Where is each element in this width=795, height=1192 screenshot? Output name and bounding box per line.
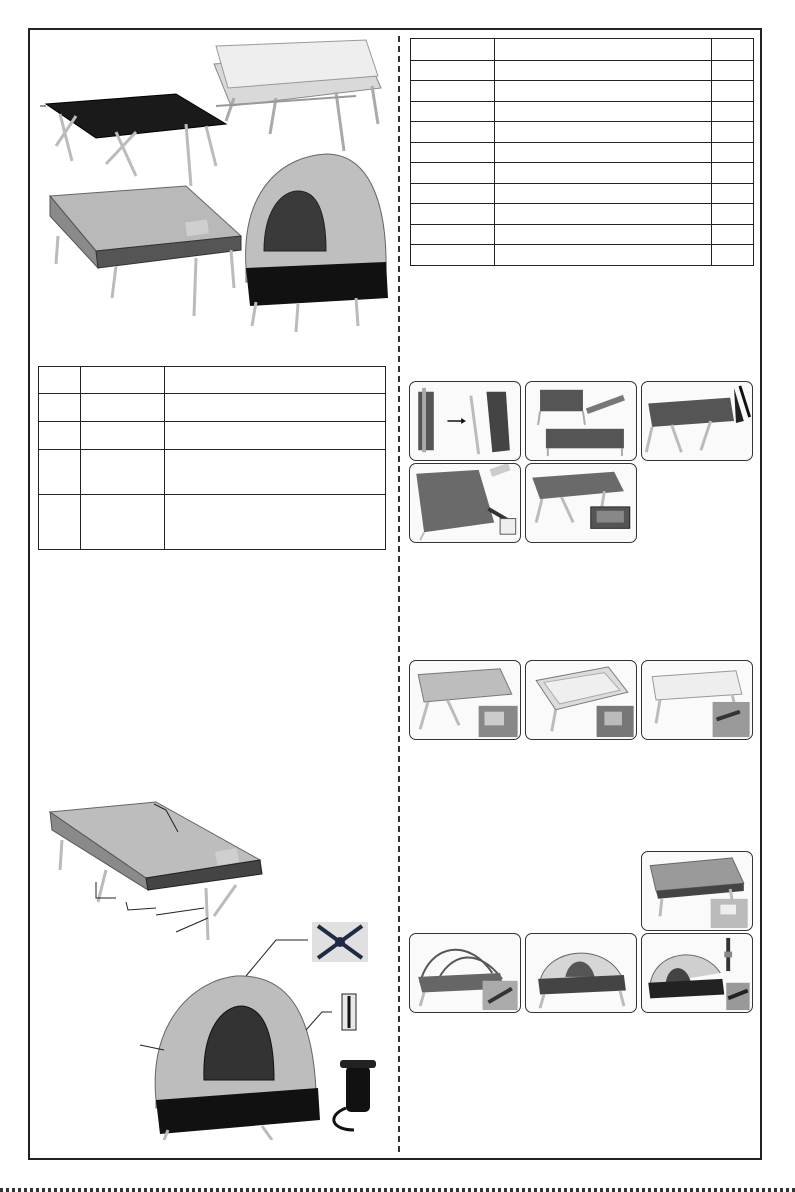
tent-step-3-figure <box>525 933 637 1013</box>
mattress-step-3-figure <box>641 660 753 740</box>
assembly-step-2-figure <box>525 381 637 461</box>
sleeping-bag-cot-illustration <box>50 186 241 316</box>
black-cot-illustration <box>40 94 226 186</box>
mattress-cot-illustration <box>214 40 381 151</box>
tent-step-4-figure <box>641 933 753 1013</box>
tent-step-2-figure <box>409 933 521 1013</box>
tent-step-1-figure <box>641 851 753 931</box>
parts-identification-figure <box>36 790 392 1140</box>
cut-line <box>0 1188 795 1192</box>
product-overview-figure <box>36 36 392 336</box>
assembly-step-1-figure <box>409 381 521 461</box>
assembly-step-5-figure <box>525 463 637 543</box>
tent-cot-illustration <box>246 154 388 332</box>
parts-table <box>410 38 754 266</box>
column-divider <box>398 36 400 1152</box>
spec-table <box>38 366 386 550</box>
mattress-step-2-figure <box>525 660 637 740</box>
assembly-step-3-figure <box>641 381 753 461</box>
mattress-step-1-figure <box>409 660 521 740</box>
assembly-step-4-figure <box>409 463 521 543</box>
